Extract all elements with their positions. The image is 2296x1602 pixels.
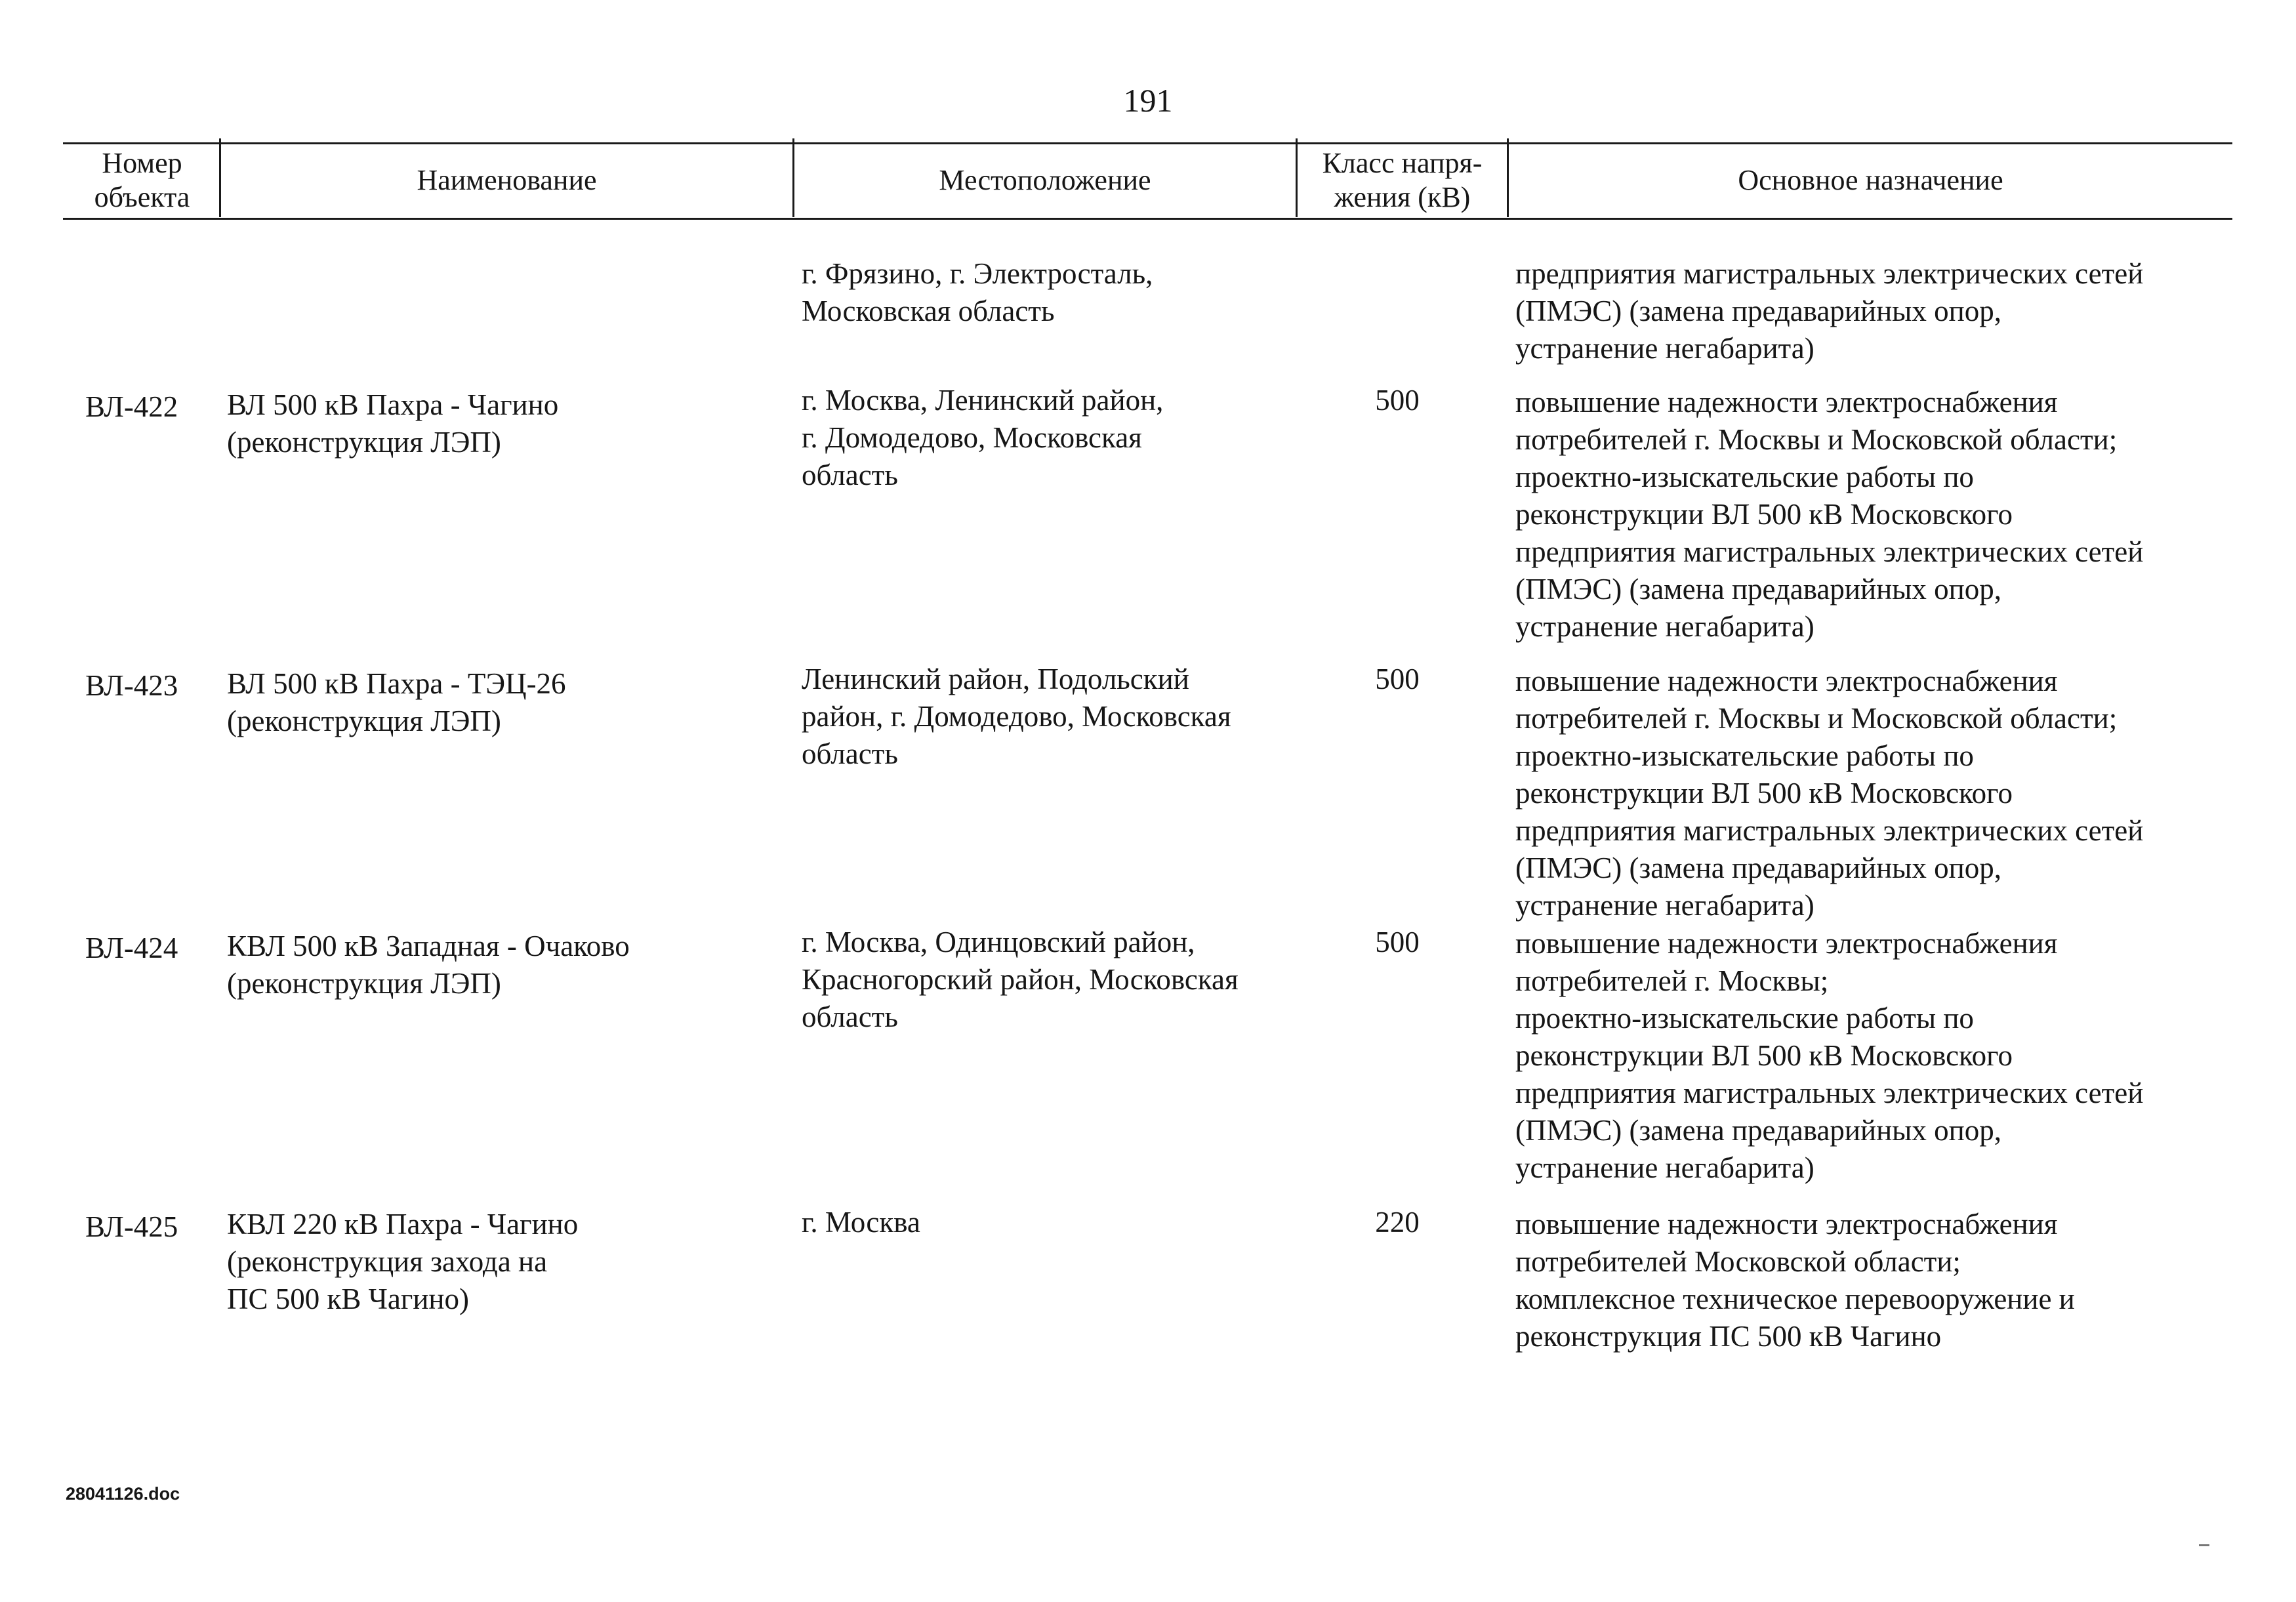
scan-artifact-mark: [2199, 1544, 2209, 1546]
row-purpose: повышение надежности электроснабжения потребителей г. Москвы; проектно-изыскательские работы по реконструкции ВЛ 500 кВ Московского предприятия магистральных электрических сетей (ПМЭС) (замена предаварийных опор, устранение негабарита): [1515, 927, 2144, 1184]
row-voltage-class: 220: [1375, 1206, 1420, 1239]
row-location: г. Москва: [802, 1206, 920, 1239]
row-purpose: повышение надежности электроснабжения потребителей г. Москвы и Московской области; проектно-изыскательские работы по реконструкции ВЛ 500 кВ Московского предприятия магистральных электрических сетей (ПМЭС) (замена предаварийных опор, устранение негабарита): [1515, 386, 2144, 643]
continuation-purpose: предприятия магистральных электрических сетей (ПМЭС) (замена предаварийных опор, устранение негабарита): [1515, 257, 2144, 365]
row-location: г. Москва, Ленинский район, г. Домодедово, Московская область: [802, 384, 1164, 491]
row-name: ВЛ 500 кВ Пахра - ТЭЦ-26 (реконструкция ЛЭП): [227, 667, 566, 737]
row-voltage-class: 500: [1375, 384, 1420, 417]
row-purpose: повышение надежности электроснабжения потребителей Московской области; комплексное техническое перевооружение и реконструкция ПС 500 кВ Чагино: [1515, 1208, 2075, 1353]
row-name: КВЛ 220 кВ Пахра - Чагино (реконструкция захода на ПС 500 кВ Чагино): [227, 1208, 579, 1315]
row-location: Ленинский район, Подольский район, г. Домодедово, Московская область: [802, 663, 1231, 770]
row-name: КВЛ 500 кВ Западная - Очаково (реконструкция ЛЭП): [227, 930, 630, 1000]
row-voltage-class: 500: [1375, 663, 1420, 695]
header-voltage-class: Класс напря- жения (кВ): [1322, 147, 1483, 213]
page-number: 191: [1123, 82, 1173, 119]
row-purpose: повышение надежности электроснабжения потребителей г. Москвы и Московской области; проектно-изыскательские работы по реконструкции ВЛ 500 кВ Московского предприятия магистральных электрических сетей (ПМЭС) (замена предаварийных опор, устранение негабарита): [1515, 665, 2144, 922]
row-name: ВЛ 500 кВ Пахра - Чагино (реконструкция ЛЭП): [227, 388, 559, 459]
row-number: ВЛ-425: [85, 1210, 178, 1243]
footer-file-name: 28041126.doc: [66, 1484, 180, 1504]
continuation-location: г. Фрязино, г. Электросталь, Московская область: [802, 257, 1153, 327]
header-name: Наименование: [417, 164, 597, 196]
row-number: ВЛ-423: [85, 669, 178, 702]
table-header-bottom-rule: [63, 218, 2232, 220]
row-number: ВЛ-424: [85, 932, 178, 964]
header-location: Местоположение: [939, 164, 1151, 196]
header-number: Номер объекта: [94, 147, 190, 213]
row-location: г. Москва, Одинцовский район, Красногорский район, Московская область: [802, 926, 1239, 1033]
header-purpose: Основное назначение: [1738, 164, 2003, 196]
row-voltage-class: 500: [1375, 926, 1420, 958]
row-number: ВЛ-422: [85, 390, 178, 423]
